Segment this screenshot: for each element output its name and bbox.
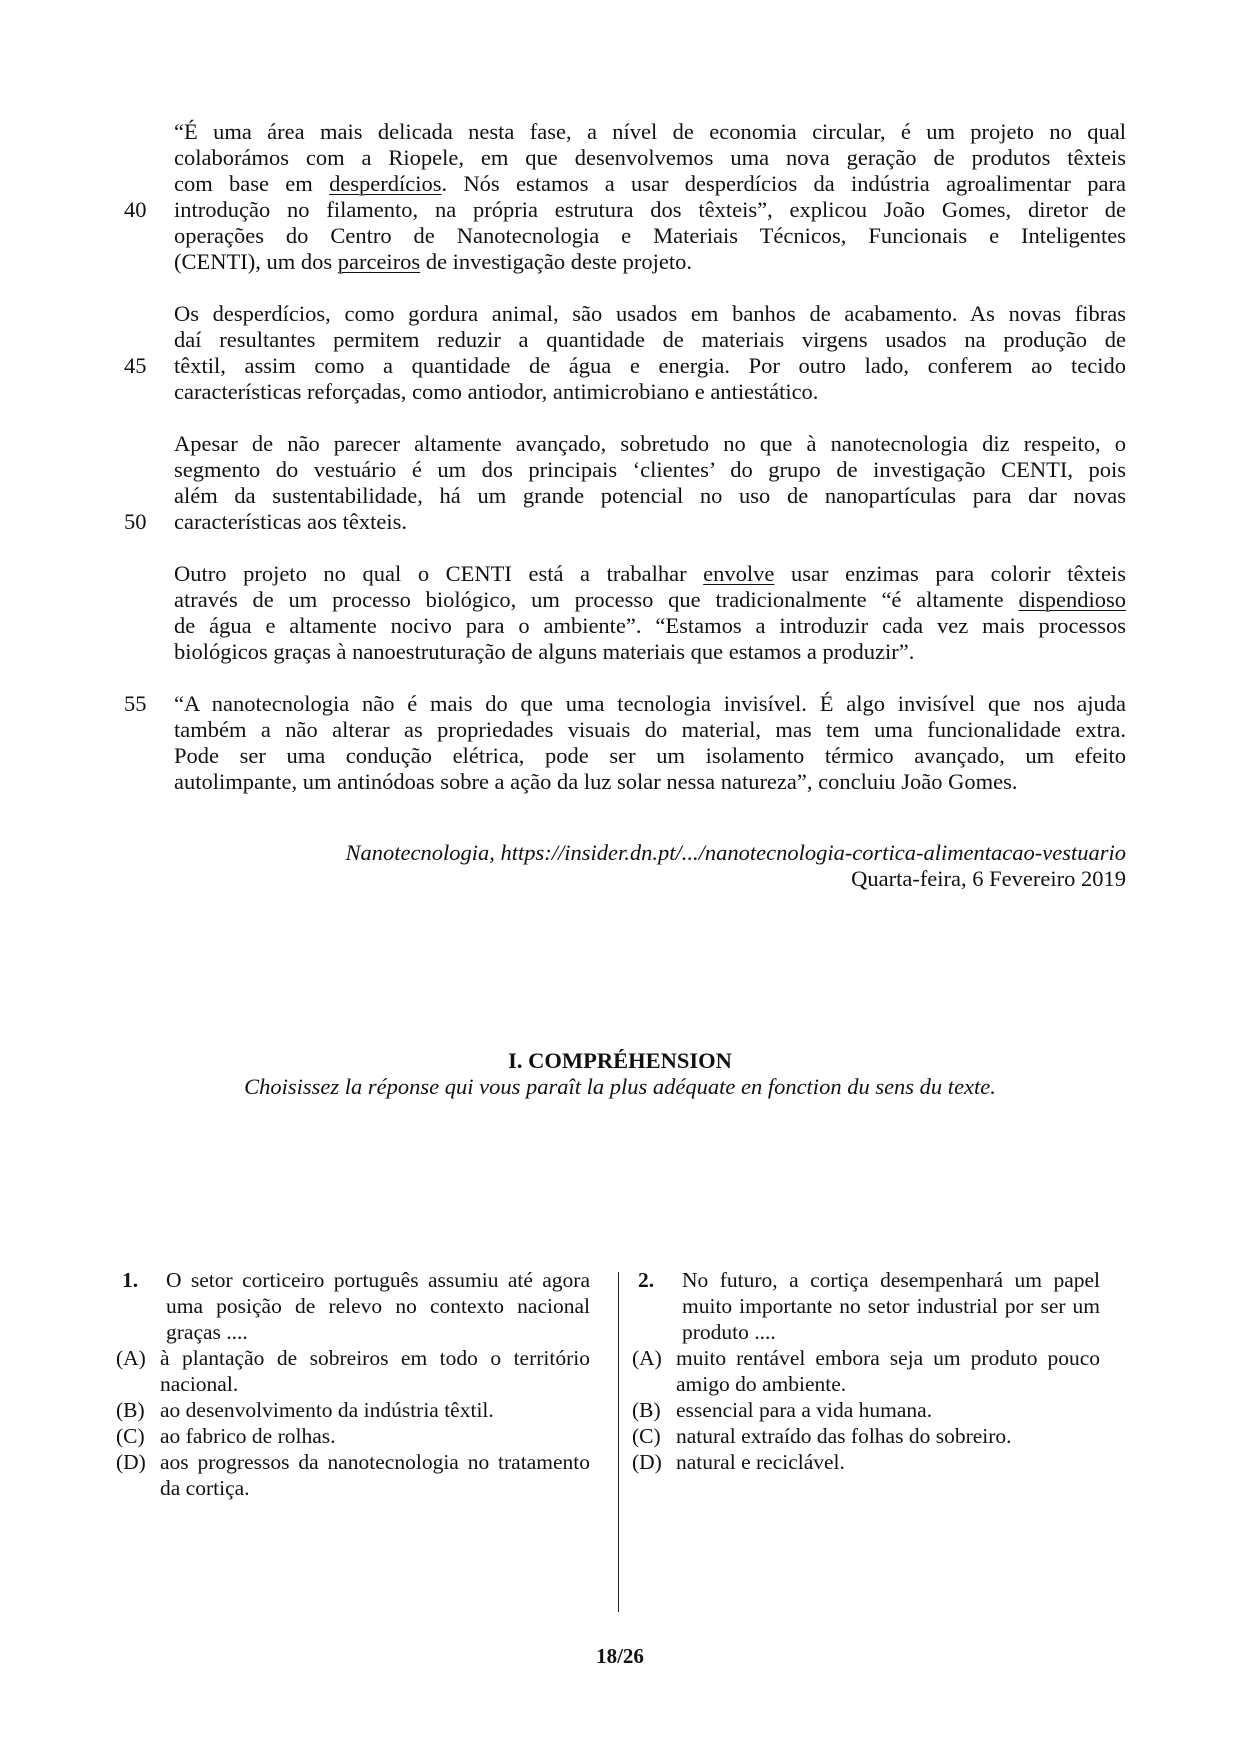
option-text: ao fabrico de rolhas. (160, 1424, 336, 1448)
underlined-word: envolve (703, 561, 775, 586)
passage-line: também a não alterar as propriedades visuais do material, mas tem uma funcionalidade extra. (174, 717, 1126, 742)
option-text: à plantação de sobreiros em todo o território nacional. (160, 1346, 590, 1396)
option-text: essencial para a vida humana. (676, 1398, 933, 1422)
underlined-word: parceiros (337, 249, 421, 274)
option-label: (A) (116, 1346, 146, 1370)
option-text: ao desenvolvimento da indústria têxtil. (160, 1398, 494, 1422)
option-label: (D) (116, 1450, 146, 1474)
passage-line: de água e altamente nocivo para o ambiente”. “Estamos a introduzir cada vez mais processos (174, 613, 1126, 638)
option-label: (D) (632, 1450, 662, 1474)
passage-line: introdução no filamento, na própria estrutura dos têxteis”, explicou João Gomes, diretor de (174, 197, 1126, 222)
option-text: muito rentável embora seja um produto pouco amigo do ambiente. (676, 1346, 1100, 1396)
passage-text: Outro projeto no qual o CENTI está a trabalhar (174, 561, 704, 586)
option-b[interactable] (116, 1397, 590, 1423)
passage-line: daí resultantes permitem reduzir a quantidade de materiais virgens usados na produção de (174, 327, 1126, 352)
option-c[interactable] (632, 1423, 1100, 1449)
option-text: aos progressos da nanotecnologia no tratamento da cortiça. (160, 1450, 590, 1500)
passage-line: operações do Centro de Nanotecnologia e Materiais Técnicos, Funcionais e Inteligentes (174, 223, 1126, 248)
section-instruction: Choisissez la réponse qui vous paraît la plus adéquate en fonction du sens du texte. (244, 1074, 996, 1099)
source-date: Quarta-feira, 6 Fevereiro 2019 (851, 866, 1126, 891)
passage-line (174, 247, 1126, 277)
question-number: 1. (122, 1268, 139, 1292)
underlined-word: dispendioso (1018, 587, 1126, 612)
question-1 (116, 1267, 590, 1501)
passage-line: características aos têxteis. (174, 509, 408, 534)
passage-line: Os desperdícios, como gordura animal, são usados em banhos de acabamento. As novas fibras (174, 301, 1126, 326)
option-label: (C) (116, 1424, 145, 1448)
line-number: 45 (124, 353, 147, 378)
line-number: 50 (124, 509, 147, 534)
passage-text: com base em (174, 171, 330, 196)
underlined-word: desperdícios (329, 171, 442, 196)
passage-line: “É uma área mais delicada nesta fase, a nível de economia circular, é um projeto no qual (174, 119, 1126, 144)
source-citation: Nanotecnologia, https://insider.dn.pt/.../nanotecnologia-cortica-alimentacao-vestuario (345, 840, 1126, 865)
option-b[interactable] (632, 1397, 1100, 1423)
passage-line: biológicos graças à nanoestruturação de alguns materiais que estamos a produzir”. (174, 639, 915, 664)
option-d[interactable] (116, 1449, 590, 1501)
question-text: O setor corticeiro português assumiu até agora uma posição de relevo no contexto nacional graças .... (166, 1268, 590, 1344)
passage-text: de investigação deste projeto. (420, 249, 692, 274)
passage-line: autolimpante, um antinódoas sobre a ação da luz solar nessa natureza”, concluiu João Gomes. (174, 769, 1018, 794)
question-stem (632, 1267, 1100, 1345)
option-label: (B) (632, 1398, 661, 1422)
option-a[interactable] (632, 1345, 1100, 1397)
passage-text: usar enzimas para colorir têxteis (774, 561, 1126, 586)
passage-line: além da sustentabilidade, há um grande potencial no uso de nanopartículas para dar novas (174, 483, 1126, 508)
passage-line: segmento do vestuário é um dos principais ‘clientes’ do grupo de investigação CENTI, pois (174, 457, 1126, 482)
option-label: (C) (632, 1424, 661, 1448)
option-d[interactable] (632, 1449, 1100, 1475)
option-text: natural extraído das folhas do sobreiro. (676, 1424, 1012, 1448)
question-2 (632, 1267, 1100, 1475)
option-text: natural e reciclável. (676, 1450, 845, 1474)
question-number: 2. (638, 1268, 655, 1292)
section-title: I. COMPRÉHENSION (508, 1048, 732, 1073)
passage-line: “A nanotecnologia não é mais do que uma tecnologia invisível. É algo invisível que nos ajuda (174, 691, 1126, 716)
question-text: No futuro, a cortiça desempenhará um papel muito importante no setor industrial por ser um produto .... (682, 1268, 1100, 1344)
line-number: 55 (124, 691, 147, 716)
passage-text: (CENTI), um dos (174, 249, 338, 274)
option-label: (A) (632, 1346, 662, 1370)
passage-text: . Nós estamos a usar desperdícios da indústria agroalimentar para (441, 171, 1126, 196)
line-number: 40 (124, 197, 147, 222)
option-label: (B) (116, 1398, 145, 1422)
option-a[interactable] (116, 1345, 590, 1397)
question-stem (116, 1267, 590, 1345)
passage-line: colaborámos com a Riopele, em que desenvolvemos uma nova geração de produtos têxteis (174, 145, 1126, 170)
option-c[interactable] (116, 1423, 590, 1449)
passage-line: Apesar de não parecer altamente avançado, sobretudo no que à nanotecnologia diz respeito, o (174, 431, 1126, 456)
page-number: 18/26 (596, 1644, 644, 1668)
passage-line: têxtil, assim como a quantidade de água e energia. Por outro lado, conferem ao tecido (174, 353, 1126, 378)
column-divider (618, 1272, 619, 1612)
passage-line: Pode ser uma condução elétrica, pode ser um isolamento térmico avançado, um efeito (174, 743, 1126, 768)
passage-text: através de um processo biológico, um processo que tradicionalmente “é altamente (174, 587, 1019, 612)
passage-line: características reforçadas, como antiodor, antimicrobiano e antiestático. (174, 379, 819, 404)
